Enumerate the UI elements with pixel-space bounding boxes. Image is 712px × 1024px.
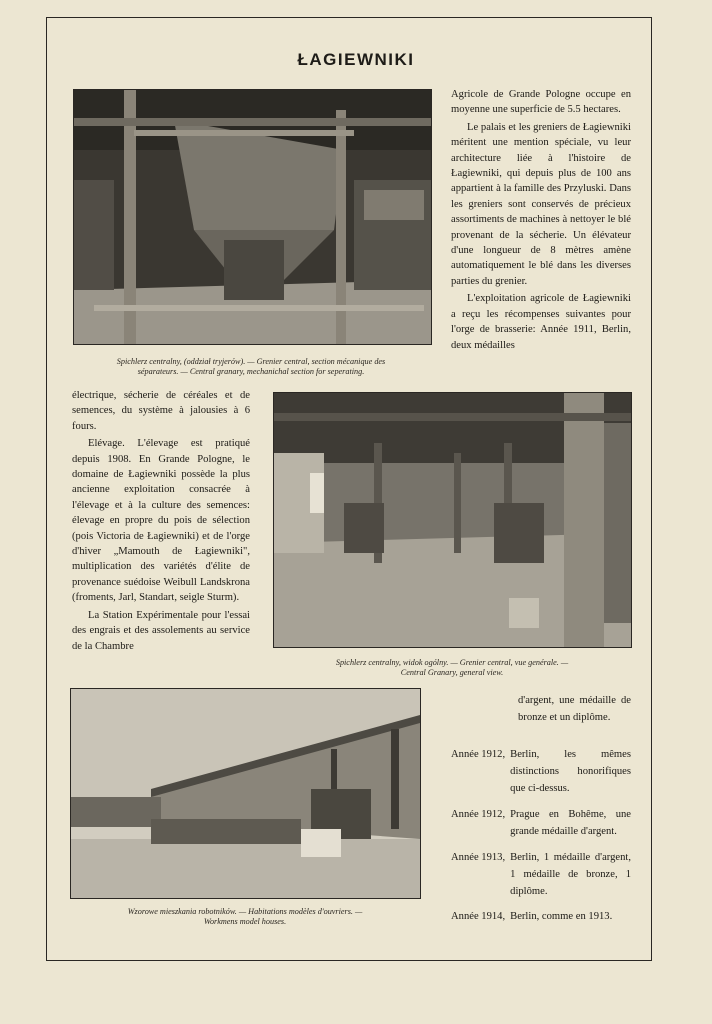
awards-continuation: d'argent, une médaille de bronze et un diplôme. [518,695,631,723]
award-item: Année 1913, Berlin, 1 médaille d'argent, 1 médaille de bronze, 1 diplôme. [451,852,631,897]
right-column-text: Agricole de Grande Pologne occupe en moyenne une superficie de 5.5 hectares. Le palais et les greniers de Łagiewniki méritent une mention spéciale, vu leur architecture liée à l'histoire de Łagiewniki, qui depuis plus de 100 ans appartient à la famille des Przyluski. Dans les greniers sont conservés de précieux assortiments de machines à nettoyer le blé provenant de la sécherie. Un élévateur d'une longueur de 8 mètres amène automatiquement le blé dans les diverses parties du grenier. L'exploitation agricole de Łagiewniki a reçu les récompenses suivantes pour l'orge de brasserie: Année 1911, Berlin, deux médailles [451,89,631,351]
award-item: Année 1914, Berlin, comme en 1913. [451,911,613,922]
left-column-text: électrique, sécherie de céréales et de semences, du système à jalousies à 6 fours. Elévage. L'élevage est pratiqué depuis 1908. En Grande Pologne, le domaine de Łagiewniki possède la plus ancienne exploitation consacrée à l'élevage et à la culture des semences: élevage en propre du pois de sélection (pois Victoria de Łagiewniki) et de l'orge d'hiver „Mamouth de Łagiewniki", multiplication des variétés d'élite de provenance suédoise Weibull Landskrona (froments, Jarl, Standart, seigle Sturm). La Station Expérimentale pour l'essai des engrais et des assolements au service de la Chambre [72,390,250,652]
award-item: Année 1912, Berlin, les mêmes distinctions honorifiques que ci-dessus. [451,749,631,794]
photo-granary-general [273,392,632,648]
awards-list [451,746,631,925]
caption-photo2: Spichlerz centralny, widok ogólny. — Grenier central, vue genérale. — Central Granary, general view. [335,658,569,677]
caption-photo1: Spichlerz centralny, (oddział tryjerów). — Grenier central, section mécanique des séparateurs. — Central granary, mechanichal section for seperating. [116,357,386,376]
photo-granary-separator [73,89,432,345]
award-item: Année 1912, Prague en Bohême, une grande médaille d'argent. [451,809,631,837]
page-title: ŁAGIEWNIKI [297,50,415,69]
photo-workers-houses [70,688,421,899]
caption-photo3: Wzorowe mieszkania robotników. — Habitations modèles d'ouvriers. — Workmens model houses. [127,907,363,926]
